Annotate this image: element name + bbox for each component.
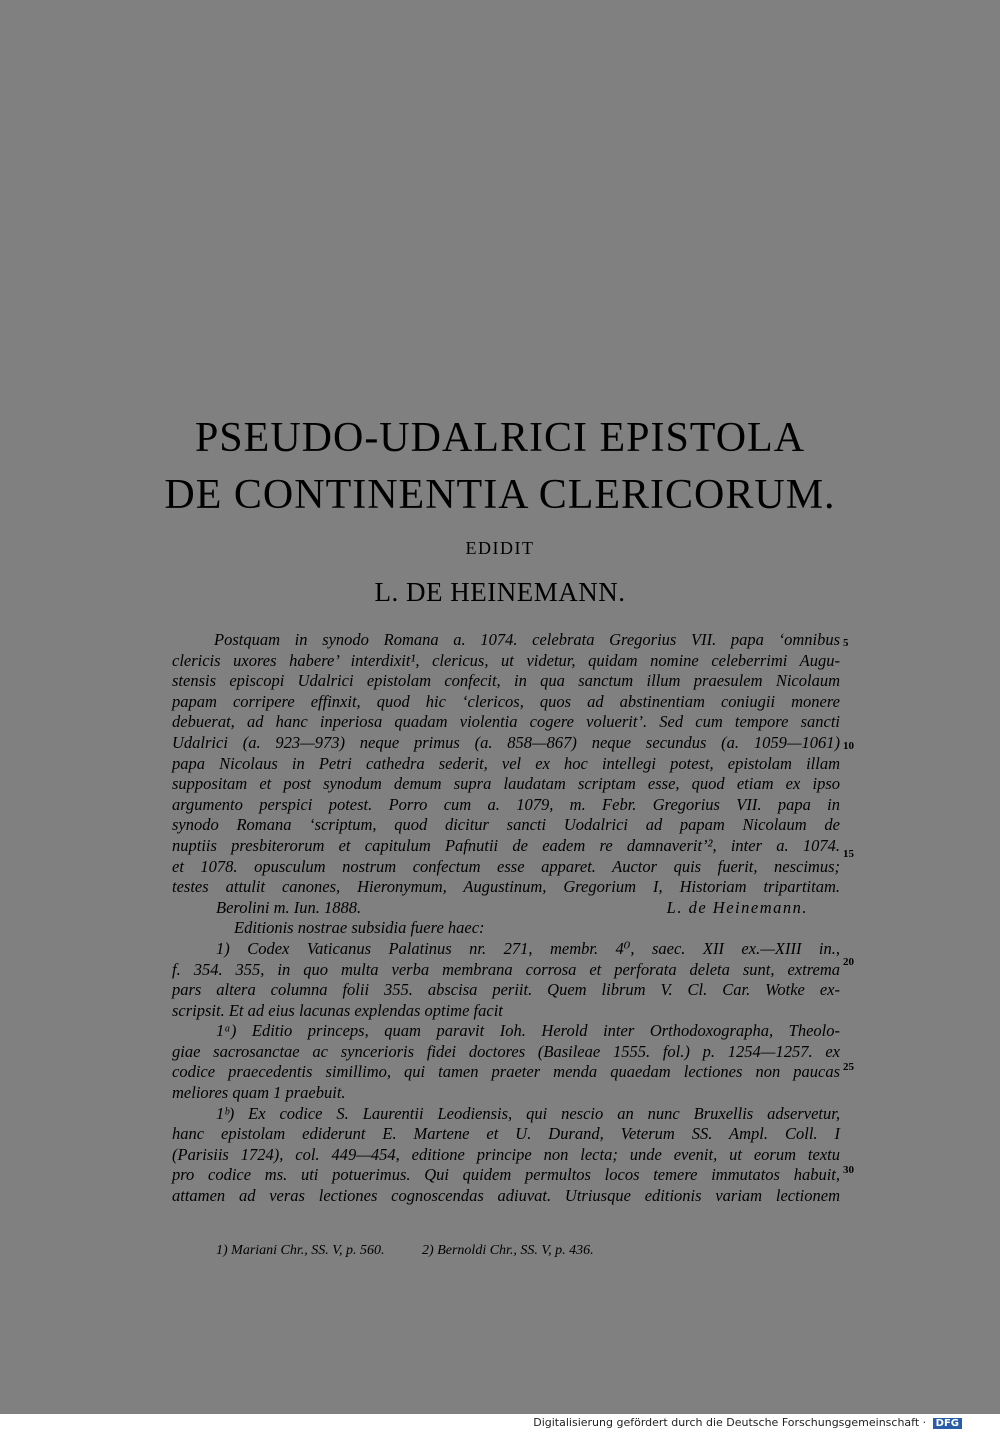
dfg-logo: DFG — [933, 1418, 962, 1429]
title-line-2: DE CONTINENTIA CLERICORUM. — [164, 472, 836, 518]
text-line: suppositam et post synodum demum supra laudatam scriptam esse, quod etiam ex ipso — [172, 774, 840, 794]
text-line: Postquam in synodo Romana a. 1074. celebrata Gregorius VII. papa ‘omnibus — [214, 630, 840, 649]
signature-name: L. de Heinemann. — [666, 897, 808, 917]
text-line: papam corripere effinxit, quod hic ‘clericos, quos ad abstinentiam coniugii monere — [172, 691, 840, 711]
text-line: clericis uxores habere’ interdixit¹, clericus, ut videtur, quidam nomine celeberrimi Augu- — [172, 650, 840, 670]
edidit-label: EDIDIT — [465, 538, 535, 558]
signature-line — [172, 898, 840, 919]
text-line: codice praecedentis simillimo, qui tamen praeter menda quaedam lectiones non paucas — [172, 1062, 840, 1082]
text-line: nuptiis presbiterorum et capitulum Pafnutii de eadem re damnaverit’², inter a. 1074. — [172, 835, 840, 855]
text-line: et 1078. opusculum nostrum confectum esse apparet. Auctor quis fuerit, nescimus; — [172, 856, 840, 876]
text-line: pars altera columna folii 355. abscisa periit. Quem librum V. Cl. Car. Wotke ex- — [172, 980, 840, 1000]
line-number: 20 — [843, 956, 854, 968]
intro-paragraph — [172, 630, 840, 1207]
footnote-1: 1) Mariani Chr., SS. V, p. 560. — [216, 1243, 385, 1258]
footnote-2: 2) Bernoldi Chr., SS. V, p. 436. — [422, 1243, 594, 1258]
text-line: debuerat, ad hanc inperiosa quadam violentia cogere voluerit’. Sed cum tempore sancti — [172, 712, 840, 732]
signature-place: Berolini m. Iun. 1888. — [216, 897, 362, 917]
text-line: pro codice ms. uti potuerimus. Qui quidem permultos locos temere immutatos habuit, — [172, 1165, 840, 1185]
text-line: argumento perspici potest. Porro cum a. 1079, m. Febr. Gregorius VII. papa in — [172, 794, 840, 814]
text-line: papa Nicolaus in Petri cathedra sederit, vel ex hoc intellegi potest, epistolam illam — [172, 753, 840, 773]
text-line: meliores quam 1 praebuit. — [172, 1083, 346, 1103]
caption-text: Digitalisierung gefördert durch die Deutsche Forschungsgemeinschaft · — [533, 1416, 927, 1429]
text-line: Udalrici (a. 923—973) neque primus (a. 858—867) neque secundus (a. 1059—1061) — [172, 732, 840, 752]
text-line: (Parisiis 1724), col. 449—454, editione principe non lecta; unde evenit, ut eorum textu — [172, 1144, 840, 1164]
text-line: testes attulit canones, Hieronymum, Augustinum, Gregorium I, Historiam tripartitam. — [172, 877, 840, 897]
text-line: hanc epistolam ediderunt E. Martene et U. Durand, Veterum SS. Ampl. Coll. I — [172, 1124, 840, 1144]
text-line: 1ᵇ) Ex codice S. Laurentii Leodiensis, qui nescio an nunc Bruxellis adservetur, — [216, 1103, 840, 1123]
text-line: 1ᵃ) Editio princeps, quam paravit Ioh. Herold inter Orthodoxographa, Theolo- — [216, 1021, 840, 1041]
text-line: synodo Romana ‘scriptum, quod dicitur sancti Uodalrici ad papam Nicolaum de — [172, 815, 840, 835]
author-name: L. DE HEINEMANN. — [374, 577, 626, 607]
line-number: 5 — [843, 637, 849, 649]
text-line: attamen ad veras lectiones cognoscendas adiuvat. Utriusque editionis variam lectionem — [172, 1186, 840, 1206]
text-line: 1) Codex Vaticanus Palatinus nr. 271, membr. 4⁰, saec. XII ex.—XIII in., — [216, 938, 840, 958]
text-line: giae sacrosanctae ac syncerioris fidei doctores (Basileae 1555. fol.) p. 1254—1257. ex — [172, 1041, 840, 1061]
digitization-caption — [533, 1416, 962, 1429]
line-number: 30 — [843, 1164, 854, 1176]
line-number: 25 — [843, 1061, 854, 1073]
text-line: f. 354. 355, in quo multa verba membrana corrosa et perforata deleta sunt, extrema — [172, 959, 840, 979]
subsidia-heading: Editionis nostrae subsidia fuere haec: — [234, 918, 485, 938]
line-number: 15 — [843, 848, 854, 860]
text-line: stensis episcopi Udalrici epistolam confecit, in qua sanctum illum praesulem Nicolaum — [172, 671, 840, 691]
footnotes — [216, 1243, 628, 1259]
text-line: scripsit. Et ad eius lacunas explendas optime facit — [172, 1000, 503, 1020]
title-line-1: PSEUDO-UDALRICI EPISTOLA — [194, 415, 806, 461]
line-number: 10 — [843, 740, 854, 752]
